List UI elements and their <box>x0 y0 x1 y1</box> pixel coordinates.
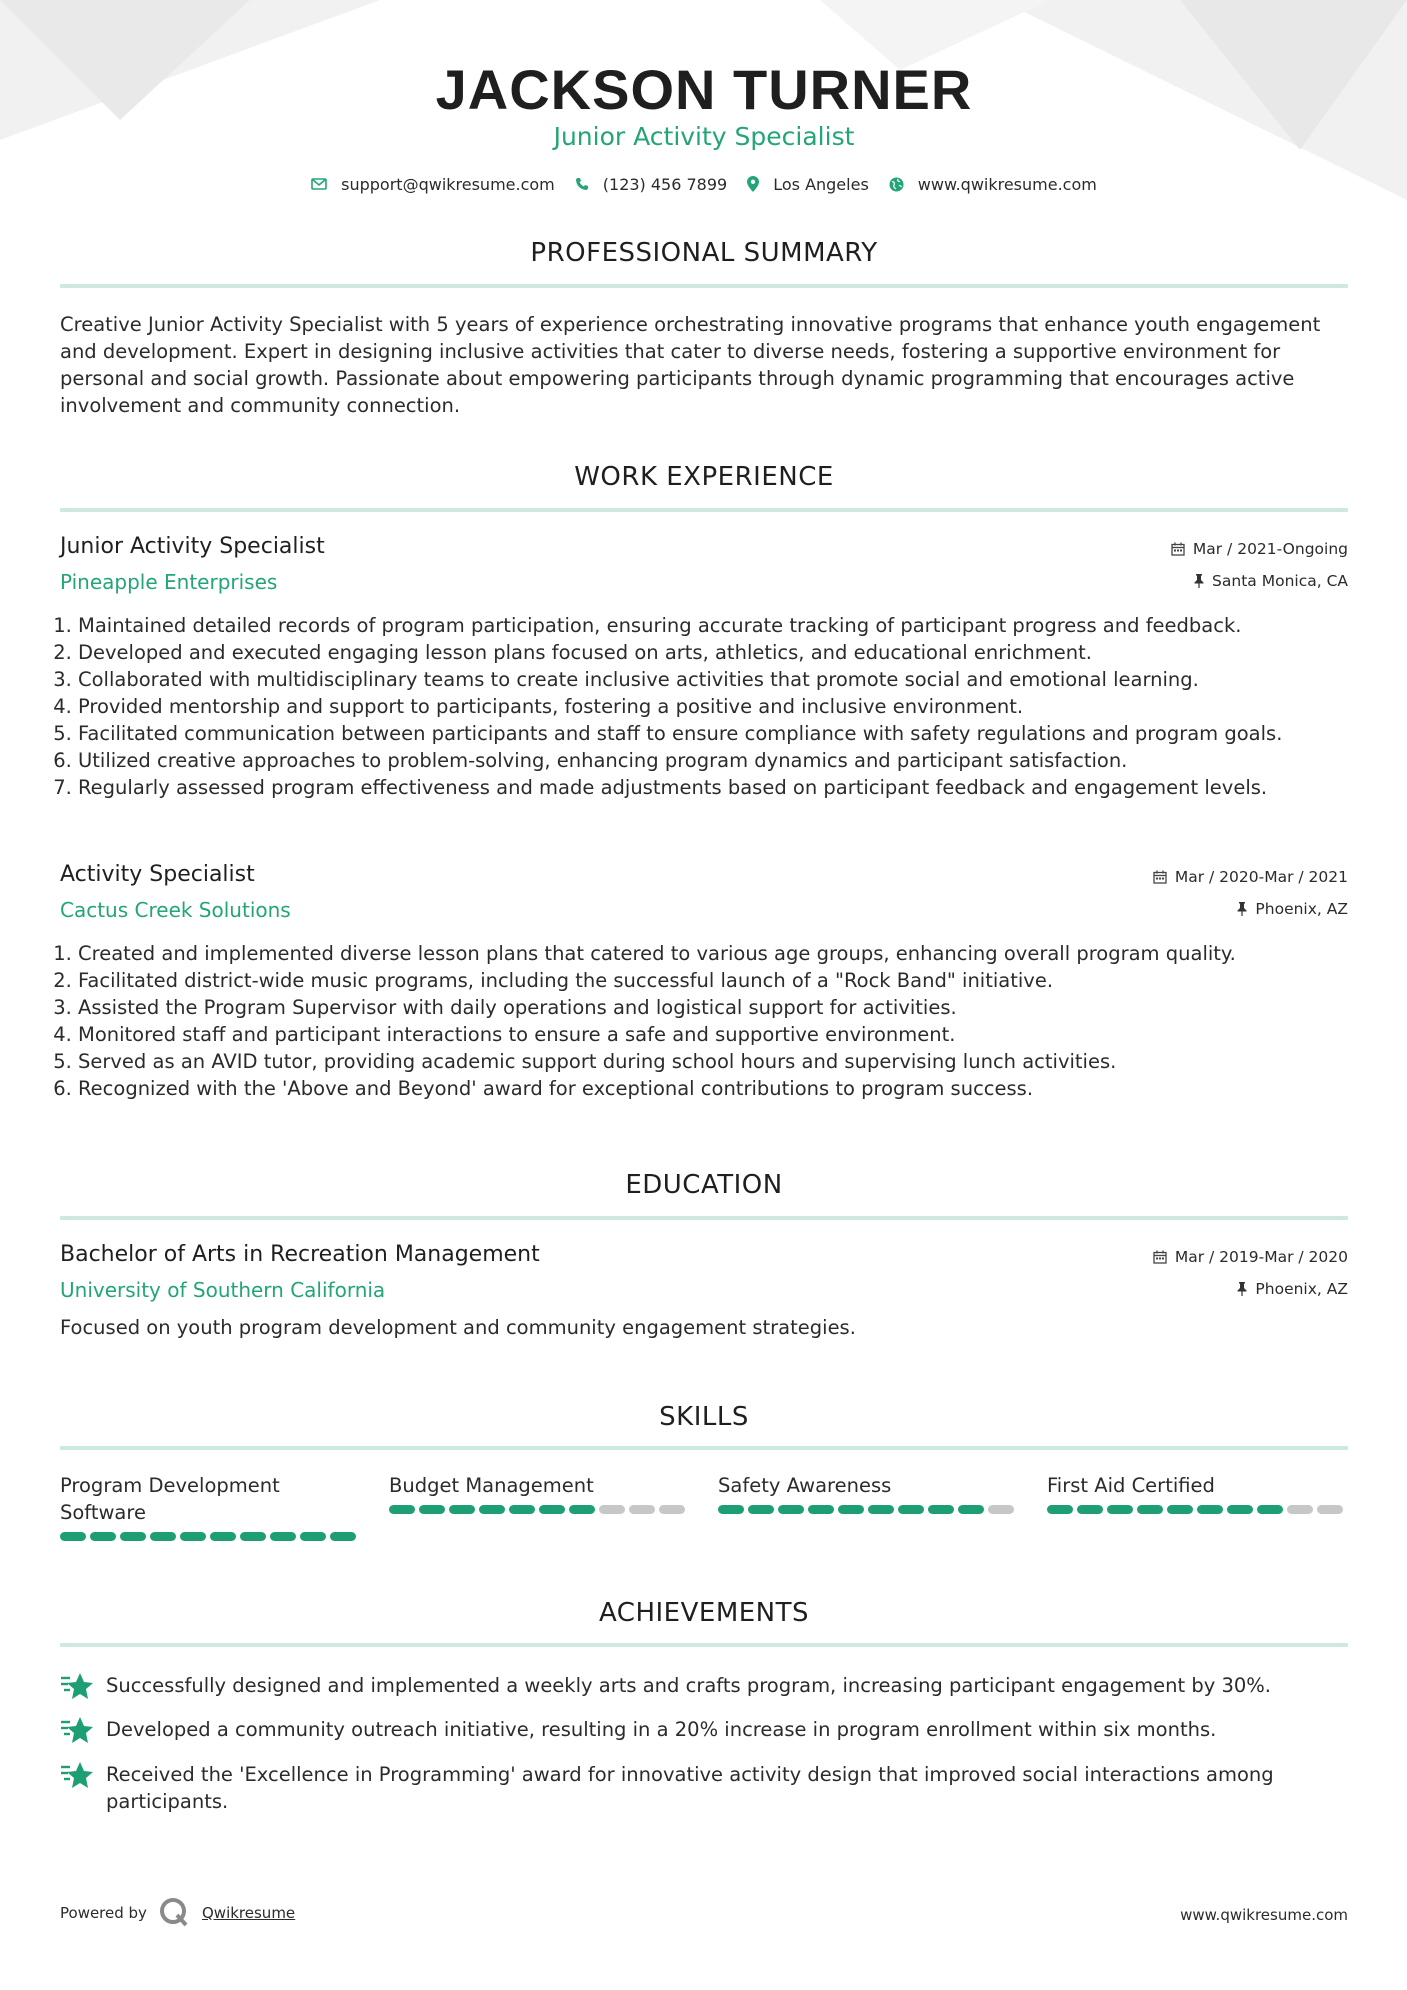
achievements-divider <box>60 1643 1348 1647</box>
list-item: 4. Monitored staff and participant interactions to ensure a safe and supportive environment. <box>78 1021 1348 1048</box>
skill-item <box>1047 1472 1347 1541</box>
job-location-text: Phoenix, AZ <box>1255 900 1348 918</box>
job-date <box>1171 540 1348 558</box>
pushpin-icon <box>1237 902 1247 916</box>
summary-divider <box>60 284 1348 288</box>
achievement-item <box>60 1761 1348 1815</box>
skill-segment-filled <box>150 1532 176 1541</box>
degree-title: Bachelor of Arts in Recreation Management <box>60 1242 540 1267</box>
list-item: 3. Assisted the Program Supervisor with daily operations and logistical support for activities. <box>78 994 1348 1021</box>
website-text: www.qwikresume.com <box>917 174 1097 194</box>
skill-segment-filled <box>748 1505 774 1514</box>
education-location-text: Phoenix, AZ <box>1255 1280 1348 1298</box>
skill-segment-filled <box>778 1505 804 1514</box>
calendar-icon <box>1153 870 1167 884</box>
location-text: Los Angeles <box>773 174 869 194</box>
education-heading: EDUCATION <box>625 1170 783 1200</box>
job-date <box>1153 868 1348 886</box>
skill-segment-empty <box>629 1505 655 1514</box>
skill-segment-filled <box>1137 1505 1163 1514</box>
contact-bar <box>60 172 1348 196</box>
job-title: Junior Activity Specialist <box>60 534 325 559</box>
company-name: Cactus Creek Solutions <box>60 898 291 922</box>
skill-segment-filled <box>330 1532 356 1541</box>
skill-name: Safety Awareness <box>718 1474 892 1497</box>
calendar-icon <box>1171 542 1185 556</box>
achievement-text: Developed a community outreach initiative, resulting in a 20% increase in program enrollment within six months. <box>106 1718 1217 1741</box>
skill-segment-filled <box>1257 1505 1283 1514</box>
list-item: 1. Created and implemented diverse lesson plans that catered to various age groups, enhancing overall program quality. <box>78 940 1348 967</box>
education-date-text: Mar / 2019-Mar / 2020 <box>1174 1248 1348 1266</box>
list-item: 2. Developed and executed engaging lesson plans focused on arts, athletics, and educational enrichment. <box>78 639 1348 666</box>
map-pin-icon <box>747 176 759 192</box>
education-description: Focused on youth program development and community engagement strategies. <box>60 1316 856 1339</box>
skill-item <box>60 1472 360 1541</box>
skill-segment-filled <box>1047 1505 1073 1514</box>
skill-segment-filled <box>270 1532 296 1541</box>
skills-list <box>60 1472 1348 1541</box>
star-icon <box>60 1716 94 1746</box>
star-icon <box>60 1761 94 1791</box>
skill-segment-filled <box>300 1532 326 1541</box>
job-title: Activity Specialist <box>60 862 255 887</box>
skill-name: First Aid Certified <box>1047 1474 1215 1497</box>
skill-segment-filled <box>90 1532 116 1541</box>
calendar-icon <box>1153 1250 1167 1264</box>
skill-level-bar <box>1047 1505 1347 1514</box>
job-date-text: Mar / 2021-Ongoing <box>1192 540 1348 558</box>
skill-segment-filled <box>1107 1505 1133 1514</box>
summary-heading: PROFESSIONAL SUMMARY <box>530 238 878 268</box>
skill-segment-empty <box>659 1505 685 1514</box>
skill-segment-filled <box>1167 1505 1193 1514</box>
list-item: 4. Provided mentorship and support to participants, fostering a positive and inclusive environment. <box>78 693 1348 720</box>
skill-segment-filled <box>718 1505 744 1514</box>
list-item: 6. Utilized creative approaches to problem-solving, enhancing program dynamics and participant satisfaction. <box>78 747 1348 774</box>
job-entry <box>60 534 1348 801</box>
skill-segment-filled <box>958 1505 984 1514</box>
skill-segment-filled <box>539 1505 565 1514</box>
skill-level-bar <box>60 1532 360 1541</box>
powered-by-label: Powered by <box>60 1904 147 1922</box>
candidate-title: Junior Activity Specialist <box>553 122 855 151</box>
job-location <box>1194 572 1348 590</box>
list-item: 6. Recognized with the 'Above and Beyond' award for exceptional contributions to program success. <box>78 1075 1348 1102</box>
company-name: Pineapple Enterprises <box>60 570 278 594</box>
skill-segment-filled <box>180 1532 206 1541</box>
school-name: University of Southern California <box>60 1278 386 1302</box>
skill-segment-filled <box>449 1505 475 1514</box>
list-item: 2. Facilitated district-wide music programs, including the successful launch of a "Rock Band" initiative. <box>78 967 1348 994</box>
skill-segment-filled <box>1077 1505 1103 1514</box>
experience-divider <box>60 508 1348 512</box>
skill-segment-empty <box>1287 1505 1313 1514</box>
skill-segment-filled <box>1197 1505 1223 1514</box>
skill-name: Budget Management <box>389 1474 594 1497</box>
skill-segment-filled <box>210 1532 236 1541</box>
globe-icon <box>889 177 904 192</box>
skill-segment-filled <box>389 1505 415 1514</box>
pushpin-icon <box>1237 1282 1247 1296</box>
skill-segment-empty <box>988 1505 1014 1514</box>
education-location <box>1237 1280 1348 1298</box>
skill-level-bar <box>718 1505 1018 1514</box>
job-bullets <box>60 940 1348 1102</box>
education-date <box>1153 1248 1348 1266</box>
achievements-heading: ACHIEVEMENTS <box>598 1598 810 1628</box>
job-location <box>1237 900 1348 918</box>
education-entry <box>60 1242 1348 1341</box>
footer-url[interactable]: www.qwikresume.com <box>1180 1906 1348 1924</box>
job-bullets <box>60 612 1348 801</box>
skill-segment-filled <box>240 1532 266 1541</box>
skill-item <box>389 1472 689 1541</box>
phone-text: (123) 456 7899 <box>602 174 728 194</box>
skill-segment-filled <box>569 1505 595 1514</box>
achievement-text: Successfully designed and implemented a weekly arts and crafts program, increasing participant engagement by 30%. <box>106 1674 1271 1697</box>
contact-phone[interactable] <box>575 175 727 194</box>
candidate-name: JACKSON TURNER <box>435 58 973 121</box>
skill-segment-filled <box>1227 1505 1253 1514</box>
list-item: 1. Maintained detailed records of program participation, ensuring accurate tracking of participant progress and feedback. <box>78 612 1348 639</box>
list-item: 7. Regularly assessed program effectiveness and made adjustments based on participant feedback and engagement levels. <box>78 774 1348 801</box>
phone-icon <box>575 177 589 191</box>
skills-heading: SKILLS <box>659 1402 749 1432</box>
summary-text: Creative Junior Activity Specialist with 5 years of experience orchestrating innovative programs that enhance youth engagement and development. Expert in designing inclusive activities that cater to diverse needs, fostering a supportive environment for personal and social growth. Passionate about empowering participants through dynamic programming that encourages active involvement and community connection. <box>60 313 1321 417</box>
experience-heading: WORK EXPERIENCE <box>574 462 834 492</box>
skill-segment-filled <box>479 1505 505 1514</box>
skill-segment-filled <box>868 1505 894 1514</box>
pushpin-icon <box>1194 574 1204 588</box>
skills-divider <box>60 1446 1348 1450</box>
contact-location <box>747 175 869 194</box>
skill-segment-filled <box>838 1505 864 1514</box>
envelope-icon <box>311 178 327 190</box>
email-text: support@qwikresume.com <box>341 174 555 194</box>
contact-email[interactable] <box>311 175 555 194</box>
skill-segment-filled <box>808 1505 834 1514</box>
qwikresume-logo-icon <box>158 1896 190 1928</box>
list-item: 5. Served as an AVID tutor, providing academic support during school hours and supervising lunch activities. <box>78 1048 1348 1075</box>
achievement-item <box>60 1716 1348 1746</box>
skill-segment-empty <box>1317 1505 1343 1514</box>
qwikresume-link[interactable]: Qwikresume <box>202 1904 296 1922</box>
achievement-item <box>60 1672 1348 1702</box>
skill-level-bar <box>389 1505 689 1514</box>
job-location-text: Santa Monica, CA <box>1212 572 1348 590</box>
skill-name: Program Development Software <box>60 1474 280 1524</box>
footer <box>60 1896 1348 1932</box>
contact-website[interactable] <box>889 175 1097 194</box>
achievement-text: Received the 'Excellence in Programming' award for innovative activity design that improved social interactions among participants. <box>106 1763 1274 1813</box>
skill-segment-filled <box>928 1505 954 1514</box>
skill-segment-filled <box>509 1505 535 1514</box>
star-icon <box>60 1672 94 1702</box>
skill-segment-filled <box>60 1532 86 1541</box>
skill-segment-empty <box>599 1505 625 1514</box>
education-divider <box>60 1216 1348 1220</box>
job-date-text: Mar / 2020-Mar / 2021 <box>1174 868 1348 886</box>
skill-segment-filled <box>419 1505 445 1514</box>
list-item: 5. Facilitated communication between participants and staff to ensure compliance with safety regulations and program goals. <box>78 720 1348 747</box>
skill-item <box>718 1472 1018 1541</box>
list-item: 3. Collaborated with multidisciplinary teams to create inclusive activities that promote social and emotional learning. <box>78 666 1348 693</box>
skill-segment-filled <box>120 1532 146 1541</box>
skill-segment-filled <box>898 1505 924 1514</box>
job-entry <box>60 862 1348 1102</box>
